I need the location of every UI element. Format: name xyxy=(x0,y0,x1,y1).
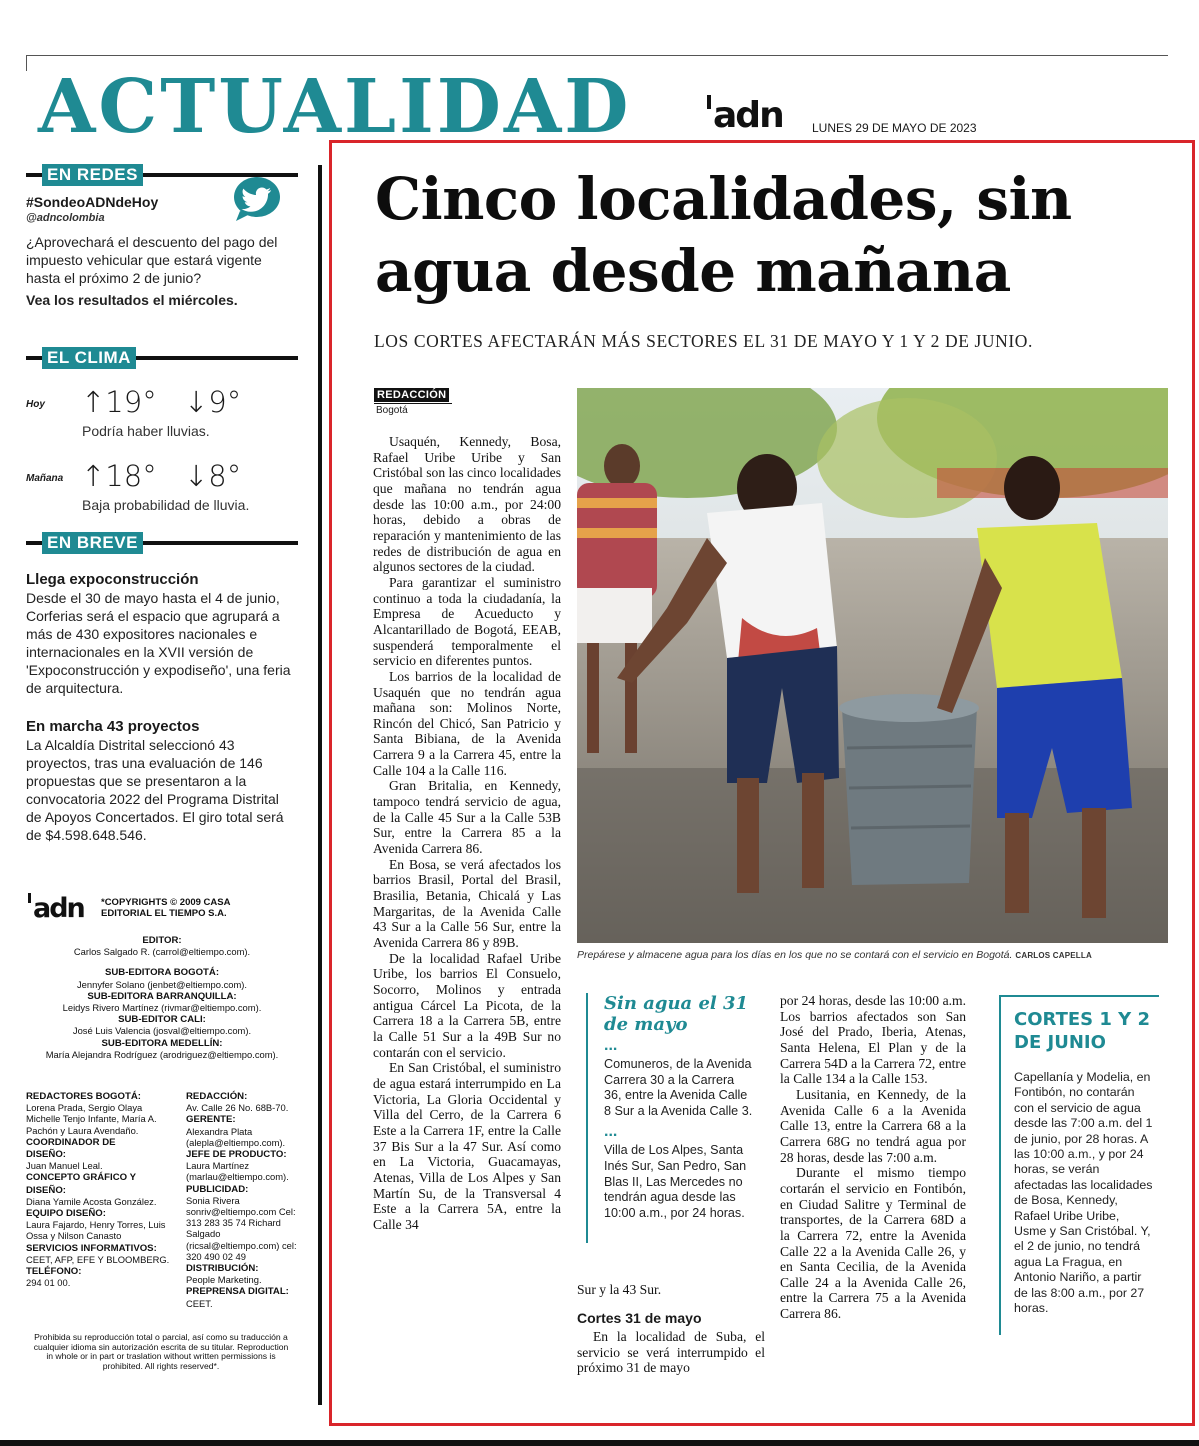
paragraph: Para garantizar el suministro continuo a toda la ciudadanía, la Empresa de Acueducto y Alcantarillado de Bogotá, EEAB, suspenderá temporalmente el servicio en diferentes puntos. xyxy=(373,574,561,669)
breve-text: Desde el 30 de mayo hasta el 4 de junio, Corferias será el espacio que agrupará a más de 430 expositores nacionales e internacionales en la XVII versión de 'Expoconstrucción y expodiseño', una feria de arquitectura. xyxy=(26,590,291,696)
breve-title: Llega expoconstrucción xyxy=(26,571,199,588)
staff-credits xyxy=(26,934,298,1060)
headline: Cinco localidades, sin agua desde mañana xyxy=(375,165,1072,305)
credit-title: SUB-EDITOR CALI: xyxy=(118,1014,206,1026)
redes-question: ¿Aprovechará el descuento del pago del impuesto vehicular que estará vigente hasta el próximo 2 de junio? xyxy=(26,234,278,286)
credit-title: PUBLICIDAD: xyxy=(186,1183,249,1195)
credit-title: SUB-EDITORA BARRANQUILLA: xyxy=(87,990,237,1002)
credit-value: María Alejandra Rodríguez (arodriguez@eltiempo.com). xyxy=(45,1048,279,1060)
byline-rule xyxy=(374,403,452,404)
byline: REDACCIÓN xyxy=(374,388,449,402)
breve-text: La Alcaldía Distrital seleccionó 43 proyectos, tras una evaluación de 146 propuestas que se presentaron a la convocatoria 2022 del Programa Distrital de Apoyos Concertados. El giro total será de $4.598.648.546. xyxy=(26,737,284,843)
logo-bar-icon xyxy=(28,893,31,903)
temp-high: ↑19° xyxy=(81,385,157,419)
breve-label: EN BREVE xyxy=(42,532,143,554)
credit-title: PREPRENSA DIGITAL: xyxy=(186,1286,289,1298)
credit-value: Laura Fajardo, Henry Torres, Luis Ossa y Nilson Canasto xyxy=(26,1219,166,1242)
credit-value: Jennyfer Solano (jenbet@eltiempo.com). xyxy=(76,978,248,990)
paragraph: Usaquén, Kennedy, Bosa, Rafael Uribe Uribe y San Cristóbal son las cinco localidades que mañana no tendrán agua desde las 10:00 a.m., por 24:00 horas, debido a obras de reparación y mantenimiento de las redes de distribución de agua en algunos sectores de la ciudad. xyxy=(373,434,562,575)
weather-tomorrow xyxy=(26,459,298,514)
paragraph: De la localidad Rafael Uribe Uribe, los barrios El Consuelo, Socorro, Molinos y entrada antigua Cárcel La Picota, de la Carrera 18 a la Carrera 5B, entre la Calle 51 Sur a la 49B Sur no contarán con el servicio. xyxy=(373,950,561,1060)
clima-label: EL CLIMA xyxy=(42,347,136,369)
redes-results: Vea los resultados el miércoles. xyxy=(26,292,238,308)
credit-value: Laura Martínez (marlau@eltiempo.com). xyxy=(186,1160,289,1183)
paragraph: Los barrios de la localidad de Usaquén que no tendrán agua mañana son: Molinos Norte, Rincón del Chicó, San Patricio y Santa Bibiana, de la Avenida Carrera 9 a la Carrera 45, entre la Calle 104 a la Calle 116. xyxy=(373,668,561,778)
credit-title: REDACCIÓN: xyxy=(186,1091,248,1102)
photo-credit: CARLOS CAPELLA xyxy=(1015,951,1092,960)
issue-date: LUNES 29 DE MAYO DE 2023 xyxy=(812,121,977,135)
credit-title: EQUIPO DISEÑO: xyxy=(26,1208,106,1220)
byline-city: Bogotá xyxy=(376,405,408,416)
temp-high: ↑18° xyxy=(81,459,157,493)
disclaimer: Prohibida su reproducción total o parcial, así como su traducción a cualquier idioma sin autorización escrita de su titular. Reproduction in whole or in part or traslation without written permissions is prohibited. All rights reserved*. xyxy=(33,1332,289,1371)
credit-title: JEFE DE PRODUCTO: xyxy=(186,1149,287,1161)
dots-icon: ... xyxy=(604,1037,618,1054)
logo-text: adn xyxy=(713,95,783,136)
weather-desc: Podría haber lluvias. xyxy=(82,423,210,439)
paragraph: Durante el mismo tiempo cortarán el servicio en Fontibón, en Ciudad Salitre y Terminal de transportes, de la Carrera 68D a la Carrera 72, entre la Avenida Calle 22 a la Avenida Calle 26, y en Santa Cecilia, de la Avenida Calle 24 a la Avenida Calle 26, entre la Carrera 75 a la Avenida Carrera 86. xyxy=(780,1165,966,1322)
bottom-rule xyxy=(0,1440,1199,1446)
credit-value: Carlos Salgado R. (carrol@eltiempo.com). xyxy=(73,946,251,958)
credit-value: CEET, AFP, EFE Y BLOOMBERG. xyxy=(26,1253,170,1265)
adn-logo xyxy=(707,95,783,136)
may31-content xyxy=(604,993,754,1221)
credit-value: People Marketing. xyxy=(186,1274,262,1286)
credit-title: GERENTE: xyxy=(186,1114,236,1126)
credit-title: TELÉFONO: xyxy=(26,1266,82,1278)
caption-text: Prepárese y almacene agua para los días en los que no se contará con el servicio en Bogotá. xyxy=(577,949,1013,961)
weather-desc: Baja probabilidad de lluvia. xyxy=(82,497,250,513)
column-divider xyxy=(318,165,322,1405)
credits-left-col xyxy=(26,1090,178,1288)
temp-low: ↓9° xyxy=(184,385,242,419)
twitter-handle: @adncolombia xyxy=(26,212,105,224)
paragraph: Lusitania, en Kennedy, de la Avenida Calle 6 a la Avenida Calle 13, entre la Carrera 68 a la Carrera 68G no tendrá agua por 28 horas, desde las 7:00 a.m. xyxy=(780,1086,966,1165)
credit-title: COORDINADOR DE DISEÑO: xyxy=(26,1136,116,1161)
cortes-junio-text: Capellanía y Modelia, en Fontibón, no contarán con el servicio de agua desde las 7:00 a.m. del 1 de junio, por 28 horas. A las 10:00 a.m., y por 24 horas, se verán afectadas las localidades de Bosa, Kennedy, Rafael Uribe Uribe, Usme y San Cristóbal. Y, el 2 de junio, no tendrá agua La Fragua, en Antonio Nariño, a partir de las 8:00 a.m., por 27 horas. xyxy=(1014,1070,1153,1316)
adn-logo-small xyxy=(28,893,84,924)
twitter-bird-icon xyxy=(230,175,288,223)
top-rule-tick xyxy=(26,55,27,71)
may31-p1: Comuneros, de la Avenida Carrera 30 a la Carrera 36, entre la Avenida Calle 8 Sur a la Avenida Calle 3. xyxy=(604,1057,753,1118)
hashtag: #SondeoADNdeHoy xyxy=(26,194,159,210)
weather-today xyxy=(26,385,298,440)
credit-title: CONCEPTO GRÁFICO Y DISEÑO: xyxy=(26,1172,136,1196)
deck: LOS CORTES AFECTARÁN MÁS SECTORES EL 31 DE MAYO Y 1 Y 2 DE JUNIO. xyxy=(374,331,1033,351)
paragraph: Sur y la 43 Sur. xyxy=(577,1282,662,1297)
credit-value: Alexandra Plata (alepla@eltiempo.com). xyxy=(186,1125,286,1148)
paragraph: En Bosa, se verá afectados los barrios Brasil, Portal del Brasil, Brasilia, Betania, Chicalá y Las Margaritas, de la Avenida Calle 43 Sur a la Calle 56 Sur, entre la Avenida Carrera 86 y 89B. xyxy=(373,856,561,950)
credit-title: DISTRIBUCIÓN: xyxy=(186,1263,259,1275)
top-rule xyxy=(26,55,1168,56)
photo-illustration xyxy=(577,388,1168,943)
paragraph: En San Cristóbal, el suministro de agua estará interrumpido en La Victoria, La Gloria Occidental y Villa del Cerro, de la Carrera 6 Este a la Carrera 1F, entre la Calle 37 Bis Sur a la 47 Sur. Así como en La Victoria, Guacamayas, Atenas, Villa de Los Alpes y San Martín Su, de la Transversal 4 Este a la Carrera 5A, entre la Calle 34 xyxy=(373,1060,561,1232)
cortes31-title: Cortes 31 de mayo xyxy=(577,1310,702,1326)
may31-p2: Villa de Los Alpes, Santa Inés Sur, San Pedro, San Blas II, Las Mercedes no tendrán agua desde las 10:00 a.m., por 24 horas. xyxy=(604,1143,747,1220)
logo-text: adn xyxy=(33,893,84,924)
article-col-1 xyxy=(373,434,561,1232)
article-col-3 xyxy=(780,993,966,1322)
credit-title: REDACTORES BOGOTÁ: xyxy=(26,1091,141,1102)
may31-title: Sin agua el 31 de mayo xyxy=(604,993,749,1035)
credit-value: Juan Manuel Leal. xyxy=(26,1160,103,1172)
credit-title: EDITOR: xyxy=(142,935,182,946)
logo-bar-icon xyxy=(707,95,711,109)
section-title: ACTUALIDAD xyxy=(38,64,632,150)
article-photo xyxy=(577,388,1168,943)
dots-icon: ... xyxy=(604,1123,618,1141)
credit-title: SUB-EDITORA BOGOTÁ: xyxy=(104,967,220,979)
photo-caption xyxy=(577,949,1092,961)
clima-block xyxy=(26,347,298,369)
cortes-junio-content xyxy=(1014,1008,1154,1317)
credit-value: 294 01 00. xyxy=(26,1277,71,1289)
paragraph: Gran Britalia, en Kennedy, tampoco tendrá servicio de agua, de la Calle 45 Sur a la Calle 53B Sur, entre la Carrera 85 a la Avenida Carrera 86. xyxy=(373,778,561,857)
paragraph: por 24 horas, desde las 10:00 a.m. Los barrios afectados son San José del Prado, Iberia, Atenas, Santa Helena, El Plan y de la Carrera 54D a la Carrera 72, entre la Calle 134 a la Calle 153. xyxy=(780,993,966,1087)
credits-right-col xyxy=(186,1090,304,1309)
credit-title: SUB-EDITORA MEDELLÍN: xyxy=(101,1037,223,1049)
credit-value: Leidys Rivero Martínez (rivmar@eltiempo.com). xyxy=(62,1002,262,1014)
breve-title: En marcha 43 proyectos xyxy=(26,718,200,735)
weather-day: Mañana xyxy=(26,473,64,484)
redes-label: EN REDES xyxy=(42,164,143,186)
credit-value: José Luis Valencia (josval@eltiempo.com). xyxy=(72,1025,252,1037)
credit-value: Av. Calle 26 No. 68B-70. xyxy=(186,1102,289,1114)
credit-value: Lorena Prada, Sergio Olaya Michelle Tenjo Infante, María A. Pachón y Laura Avendaño. xyxy=(26,1102,157,1136)
paragraph: En la localidad de Suba, el servicio se verá interrumpido el próximo 31 de mayo xyxy=(577,1329,765,1376)
credit-value: Sonia Rivera sonriv@eltiempo.com Cel: 313 283 35 74 Richard Salgado (ricsal@eltiempo.com) cel: 320 490 02 49 xyxy=(186,1194,297,1262)
article-col-2 xyxy=(577,1282,765,1298)
credit-value: Diana Yamile Acosta González. xyxy=(26,1195,157,1207)
cortes31-text-block xyxy=(577,1329,765,1376)
cortes-junio-title: CORTES 1 Y 2 DE JUNIO xyxy=(1014,1009,1150,1053)
copyright: *COPYRIGHTS © 2009 CASA EDITORIAL EL TIEMPO S.A. xyxy=(101,897,231,920)
credit-value: CEET. xyxy=(186,1297,213,1309)
temp-low: ↓8° xyxy=(184,459,242,493)
breve-block xyxy=(26,532,298,844)
weather-day: Hoy xyxy=(26,399,45,410)
credit-title: SERVICIOS INFORMATIVOS: xyxy=(26,1242,157,1254)
